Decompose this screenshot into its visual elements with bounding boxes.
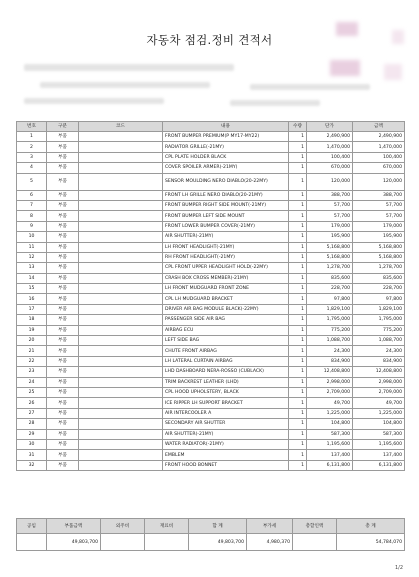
row-unit-price: 2,490,900 <box>307 132 353 142</box>
stamp-mark-2 <box>392 30 404 44</box>
summary-header: 공임 <box>17 519 47 534</box>
row-unit-price: 1,278,700 <box>307 263 353 273</box>
summary-table <box>16 518 405 551</box>
row-number: 32 <box>17 460 47 470</box>
column-header-qty: 수량 <box>289 122 307 132</box>
row-number: 10 <box>17 232 47 242</box>
redacted-line-4 <box>250 84 370 90</box>
row-amount: 195,900 <box>353 232 405 242</box>
row-number: 11 <box>17 242 47 252</box>
row-description: FRONT LH GRILLE NERO DIABLO(20-21MY) <box>163 190 289 200</box>
row-number: 19 <box>17 325 47 335</box>
row-description: LHD DASHBOARD NERA-ROSSO (CUBLACK) <box>163 367 289 377</box>
row-unit-price: 1,225,000 <box>307 408 353 418</box>
row-type: 부품 <box>47 387 79 397</box>
row-number: 2 <box>17 142 47 152</box>
row-number: 29 <box>17 429 47 439</box>
row-qty: 1 <box>289 173 307 190</box>
row-qty: 1 <box>289 387 307 397</box>
row-qty: 1 <box>289 304 307 314</box>
row-number: 8 <box>17 211 47 221</box>
row-code <box>79 273 163 283</box>
table-row <box>17 304 405 314</box>
row-unit-price: 57,700 <box>307 200 353 210</box>
row-unit-price: 57,700 <box>307 211 353 221</box>
row-amount: 1,278,700 <box>353 263 405 273</box>
row-description: RH FRONT HEADLIGHT(-21MY) <box>163 252 289 262</box>
row-code <box>79 408 163 418</box>
row-amount: 100,400 <box>353 152 405 162</box>
summary-header-row <box>17 519 405 534</box>
row-unit-price: 2,709,000 <box>307 387 353 397</box>
row-unit-price: 12,408,800 <box>307 367 353 377</box>
stamp-mark-3 <box>330 60 360 76</box>
stamp-mark-1 <box>336 22 358 36</box>
row-qty: 1 <box>289 132 307 142</box>
row-qty: 1 <box>289 429 307 439</box>
row-type: 부품 <box>47 263 79 273</box>
row-type: 부품 <box>47 232 79 242</box>
row-type: 부품 <box>47 419 79 429</box>
table-row <box>17 356 405 366</box>
row-code <box>79 252 163 262</box>
row-description: CHUTE FRONT AIRBAG <box>163 346 289 356</box>
page-number: 1/2 <box>394 565 403 571</box>
table-row <box>17 173 405 190</box>
row-description: FRONT BUMPER LEFT SIDE MOUNT <box>163 211 289 221</box>
row-type: 부품 <box>47 304 79 314</box>
row-unit-price: 120,000 <box>307 173 353 190</box>
row-type: 부품 <box>47 242 79 252</box>
row-code <box>79 377 163 387</box>
table-row <box>17 284 405 294</box>
row-qty: 1 <box>289 221 307 231</box>
row-type: 부품 <box>47 356 79 366</box>
table-row <box>17 242 405 252</box>
row-code <box>79 211 163 221</box>
row-type: 부품 <box>47 252 79 262</box>
row-code <box>79 163 163 173</box>
row-code <box>79 387 163 397</box>
row-amount: 97,800 <box>353 294 405 304</box>
row-code <box>79 232 163 242</box>
row-qty: 1 <box>289 211 307 221</box>
row-unit-price: 834,900 <box>307 356 353 366</box>
row-number: 13 <box>17 263 47 273</box>
column-header-description: 내용 <box>163 122 289 132</box>
row-code <box>79 304 163 314</box>
row-unit-price: 104,800 <box>307 419 353 429</box>
row-code <box>79 200 163 210</box>
row-code <box>79 429 163 439</box>
row-type: 부품 <box>47 190 79 200</box>
column-header-unit-price: 단가 <box>307 122 353 132</box>
column-header-no: 번호 <box>17 122 47 132</box>
row-amount: 137,400 <box>353 450 405 460</box>
row-qty: 1 <box>289 190 307 200</box>
row-number: 17 <box>17 304 47 314</box>
column-header-amount: 금액 <box>353 122 405 132</box>
redacted-line-1 <box>24 64 234 71</box>
summary-discount <box>293 534 337 551</box>
row-type: 부품 <box>47 221 79 231</box>
row-unit-price: 24,300 <box>307 346 353 356</box>
row-unit-price: 228,700 <box>307 284 353 294</box>
row-description: SECONDARY AIR SHUTTER <box>163 419 289 429</box>
row-description: FRONT LOWER BUMPER COVER(-21MY) <box>163 221 289 231</box>
table-row <box>17 200 405 210</box>
row-unit-price: 2,998,000 <box>307 377 353 387</box>
row-amount: 24,300 <box>353 346 405 356</box>
row-number: 9 <box>17 221 47 231</box>
row-amount: 1,195,600 <box>353 439 405 449</box>
table-row <box>17 429 405 439</box>
row-description: CRASH BOX CROSS MEMBER(-21MY) <box>163 273 289 283</box>
summary-outsourcing <box>101 534 145 551</box>
row-unit-price: 1,795,000 <box>307 315 353 325</box>
row-qty: 1 <box>289 460 307 470</box>
row-amount: 228,700 <box>353 284 405 294</box>
row-qty: 1 <box>289 242 307 252</box>
row-code <box>79 263 163 273</box>
row-qty: 1 <box>289 252 307 262</box>
row-number: 28 <box>17 419 47 429</box>
row-description: COVER SPOILER ARMER(-21MY) <box>163 163 289 173</box>
table-row <box>17 273 405 283</box>
table-row <box>17 132 405 142</box>
row-number: 18 <box>17 315 47 325</box>
row-code <box>79 346 163 356</box>
row-description: WATER RADIATOR(-21MY) <box>163 439 289 449</box>
row-type: 부품 <box>47 132 79 142</box>
row-unit-price: 100,400 <box>307 152 353 162</box>
column-header-type: 구분 <box>47 122 79 132</box>
row-type: 부품 <box>47 408 79 418</box>
row-number: 21 <box>17 346 47 356</box>
table-row <box>17 460 405 470</box>
summary-vat: 4,980,370 <box>247 534 293 551</box>
row-description: ICE RIPPER LH SUPPORT BRACKET <box>163 398 289 408</box>
row-description: AIR SHUTTER(-21MY) <box>163 232 289 242</box>
row-number: 14 <box>17 273 47 283</box>
row-amount: 57,700 <box>353 211 405 221</box>
row-amount: 1,225,000 <box>353 408 405 418</box>
row-unit-price: 1,470,000 <box>307 142 353 152</box>
row-code <box>79 367 163 377</box>
table-row <box>17 367 405 377</box>
row-number: 1 <box>17 132 47 142</box>
row-qty: 1 <box>289 200 307 210</box>
table-row <box>17 408 405 418</box>
row-type: 부품 <box>47 346 79 356</box>
document-title: 자동차 점검.정비 견적서 <box>146 33 273 47</box>
row-number: 27 <box>17 408 47 418</box>
row-amount: 670,000 <box>353 163 405 173</box>
row-description: CPL PLATE HOLDER BLACK <box>163 152 289 162</box>
row-unit-price: 1,829,100 <box>307 304 353 314</box>
row-number: 23 <box>17 367 47 377</box>
row-description: DRIVER AIR BAG MODULE BLACK(-22MY) <box>163 304 289 314</box>
row-qty: 1 <box>289 336 307 346</box>
row-type: 부품 <box>47 294 79 304</box>
summary-header: 총할인액 <box>293 519 337 534</box>
table-row <box>17 398 405 408</box>
row-code <box>79 132 163 142</box>
row-number: 6 <box>17 190 47 200</box>
row-qty: 1 <box>289 356 307 366</box>
row-number: 20 <box>17 336 47 346</box>
row-unit-price: 6,131,800 <box>307 460 353 470</box>
row-amount: 6,131,800 <box>353 460 405 470</box>
row-description: SENSOR MOULDING NERO DIABLO(20-22MY) <box>163 173 289 190</box>
row-qty: 1 <box>289 163 307 173</box>
summary-header: 외주비 <box>101 519 145 534</box>
row-qty: 1 <box>289 325 307 335</box>
summary-parts: 49,803,700 <box>47 534 101 551</box>
row-unit-price: 1,088,700 <box>307 336 353 346</box>
row-amount: 1,829,100 <box>353 304 405 314</box>
row-description: TRIM BACKREST LEATHER (LHD) <box>163 377 289 387</box>
row-amount: 49,700 <box>353 398 405 408</box>
row-description: AIRBAG ECU <box>163 325 289 335</box>
row-qty: 1 <box>289 273 307 283</box>
summary-header: 총 계 <box>337 519 405 534</box>
table-row <box>17 163 405 173</box>
redacted-line-5 <box>230 100 320 106</box>
row-number: 15 <box>17 284 47 294</box>
table-row <box>17 190 405 200</box>
row-type: 부품 <box>47 173 79 190</box>
summary-value-row <box>17 534 405 551</box>
row-amount: 1,470,000 <box>353 142 405 152</box>
row-code <box>79 142 163 152</box>
row-qty: 1 <box>289 398 307 408</box>
row-type: 부품 <box>47 429 79 439</box>
row-code <box>79 173 163 190</box>
row-type: 부품 <box>47 284 79 294</box>
stamp-mark-4 <box>384 64 402 80</box>
row-qty: 1 <box>289 152 307 162</box>
row-type: 부품 <box>47 460 79 470</box>
row-type: 부품 <box>47 377 79 387</box>
row-amount: 12,408,800 <box>353 367 405 377</box>
table-row <box>17 450 405 460</box>
row-amount: 2,998,000 <box>353 377 405 387</box>
row-code <box>79 460 163 470</box>
row-type: 부품 <box>47 336 79 346</box>
table-row <box>17 263 405 273</box>
row-qty: 1 <box>289 367 307 377</box>
row-code <box>79 284 163 294</box>
row-amount: 1,795,000 <box>353 315 405 325</box>
row-code <box>79 356 163 366</box>
table-row <box>17 152 405 162</box>
table-row <box>17 142 405 152</box>
row-qty: 1 <box>289 315 307 325</box>
summary-header: 부품금액 <box>47 519 101 534</box>
row-code <box>79 336 163 346</box>
row-amount: 587,300 <box>353 429 405 439</box>
row-type: 부품 <box>47 439 79 449</box>
row-type: 부품 <box>47 152 79 162</box>
row-type: 부품 <box>47 325 79 335</box>
row-number: 30 <box>17 439 47 449</box>
estimate-table <box>16 121 405 471</box>
row-qty: 1 <box>289 284 307 294</box>
row-type: 부품 <box>47 450 79 460</box>
table-row <box>17 325 405 335</box>
row-code <box>79 152 163 162</box>
row-amount: 179,000 <box>353 221 405 231</box>
row-description: LH FRONT HEADLIGHT(-21MY) <box>163 242 289 252</box>
row-code <box>79 450 163 460</box>
table-row <box>17 387 405 397</box>
table-row <box>17 221 405 231</box>
row-qty: 1 <box>289 294 307 304</box>
row-code <box>79 419 163 429</box>
table-row <box>17 419 405 429</box>
row-amount: 104,800 <box>353 419 405 429</box>
row-unit-price: 835,600 <box>307 273 353 283</box>
row-description: FRONT BUMPER RIGHT SIDE MOUNT(-21MY) <box>163 200 289 210</box>
row-amount: 2,709,000 <box>353 387 405 397</box>
row-qty: 1 <box>289 450 307 460</box>
row-unit-price: 1,195,600 <box>307 439 353 449</box>
row-code <box>79 190 163 200</box>
row-type: 부품 <box>47 200 79 210</box>
row-type: 부품 <box>47 367 79 377</box>
row-unit-price: 49,700 <box>307 398 353 408</box>
redacted-line-2 <box>40 82 210 88</box>
row-type: 부품 <box>47 273 79 283</box>
row-number: 12 <box>17 252 47 262</box>
table-row <box>17 211 405 221</box>
row-unit-price: 97,800 <box>307 294 353 304</box>
table-row <box>17 439 405 449</box>
summary-header: 합 계 <box>189 519 247 534</box>
row-description: AIR SHUTTER(-21MY) <box>163 429 289 439</box>
row-qty: 1 <box>289 419 307 429</box>
row-qty: 1 <box>289 377 307 387</box>
row-code <box>79 398 163 408</box>
row-description: EMBLEM <box>163 450 289 460</box>
column-header-code: 코드 <box>79 122 163 132</box>
row-qty: 1 <box>289 263 307 273</box>
row-number: 25 <box>17 387 47 397</box>
row-unit-price: 5,168,800 <box>307 252 353 262</box>
row-amount: 5,168,800 <box>353 242 405 252</box>
row-amount: 5,168,800 <box>353 252 405 262</box>
summary-header: 재료비 <box>145 519 189 534</box>
summary-header: 부가세 <box>247 519 293 534</box>
row-type: 부품 <box>47 211 79 221</box>
summary-materials <box>145 534 189 551</box>
row-unit-price: 137,400 <box>307 450 353 460</box>
row-amount: 1,088,700 <box>353 336 405 346</box>
row-amount: 835,600 <box>353 273 405 283</box>
row-description: LH FRONT MUDGUARD FRONT ZONE <box>163 284 289 294</box>
row-number: 7 <box>17 200 47 210</box>
row-description: FRONT BUMPER PREMIUM(P MY17-MY22) <box>163 132 289 142</box>
row-description: CPL FRONT UPPER HEADLIGHT HOLD(-22MY) <box>163 263 289 273</box>
row-code <box>79 221 163 231</box>
row-number: 5 <box>17 173 47 190</box>
table-row <box>17 346 405 356</box>
row-amount: 120,000 <box>353 173 405 190</box>
row-number: 31 <box>17 450 47 460</box>
row-qty: 1 <box>289 142 307 152</box>
redacted-line-3 <box>24 98 164 104</box>
table-row <box>17 294 405 304</box>
row-description: FRONT HOOD BONNET <box>163 460 289 470</box>
row-unit-price: 179,000 <box>307 221 353 231</box>
table-row <box>17 315 405 325</box>
row-amount: 57,700 <box>353 200 405 210</box>
row-amount: 388,700 <box>353 190 405 200</box>
table-row <box>17 252 405 262</box>
row-type: 부품 <box>47 398 79 408</box>
row-description: LEFT SIDE BAG <box>163 336 289 346</box>
table-row <box>17 336 405 346</box>
row-unit-price: 775,200 <box>307 325 353 335</box>
row-number: 22 <box>17 356 47 366</box>
row-unit-price: 670,000 <box>307 163 353 173</box>
row-qty: 1 <box>289 439 307 449</box>
row-description: CPL LH MUDGUARD BRACKET <box>163 294 289 304</box>
row-amount: 775,200 <box>353 325 405 335</box>
row-number: 26 <box>17 398 47 408</box>
row-description: CPL HOOD UPHOLSTERY, BLACK <box>163 387 289 397</box>
row-code <box>79 315 163 325</box>
row-code <box>79 242 163 252</box>
row-description: RADIATOR GRILLE(-21MY) <box>163 142 289 152</box>
row-number: 16 <box>17 294 47 304</box>
row-unit-price: 5,168,800 <box>307 242 353 252</box>
row-unit-price: 195,900 <box>307 232 353 242</box>
row-number: 4 <box>17 163 47 173</box>
row-description: AIR INTERCOOLER A <box>163 408 289 418</box>
row-type: 부품 <box>47 315 79 325</box>
table-header-row <box>17 122 405 132</box>
table-row <box>17 232 405 242</box>
summary-subtotal: 49,803,700 <box>189 534 247 551</box>
row-number: 3 <box>17 152 47 162</box>
row-unit-price: 587,300 <box>307 429 353 439</box>
row-type: 부품 <box>47 163 79 173</box>
table-row <box>17 377 405 387</box>
row-amount: 2,490,900 <box>353 132 405 142</box>
summary-labor <box>17 534 47 551</box>
row-number: 24 <box>17 377 47 387</box>
row-code <box>79 325 163 335</box>
row-amount: 834,900 <box>353 356 405 366</box>
row-code <box>79 439 163 449</box>
row-code <box>79 294 163 304</box>
row-description: LH LATERAL CURTAIN AIRBAG <box>163 356 289 366</box>
row-type: 부품 <box>47 142 79 152</box>
row-qty: 1 <box>289 346 307 356</box>
row-qty: 1 <box>289 232 307 242</box>
row-unit-price: 388,700 <box>307 190 353 200</box>
row-qty: 1 <box>289 408 307 418</box>
summary-total: 54,784,070 <box>337 534 405 551</box>
row-description: PASSENGER SIDE AIR BAG <box>163 315 289 325</box>
